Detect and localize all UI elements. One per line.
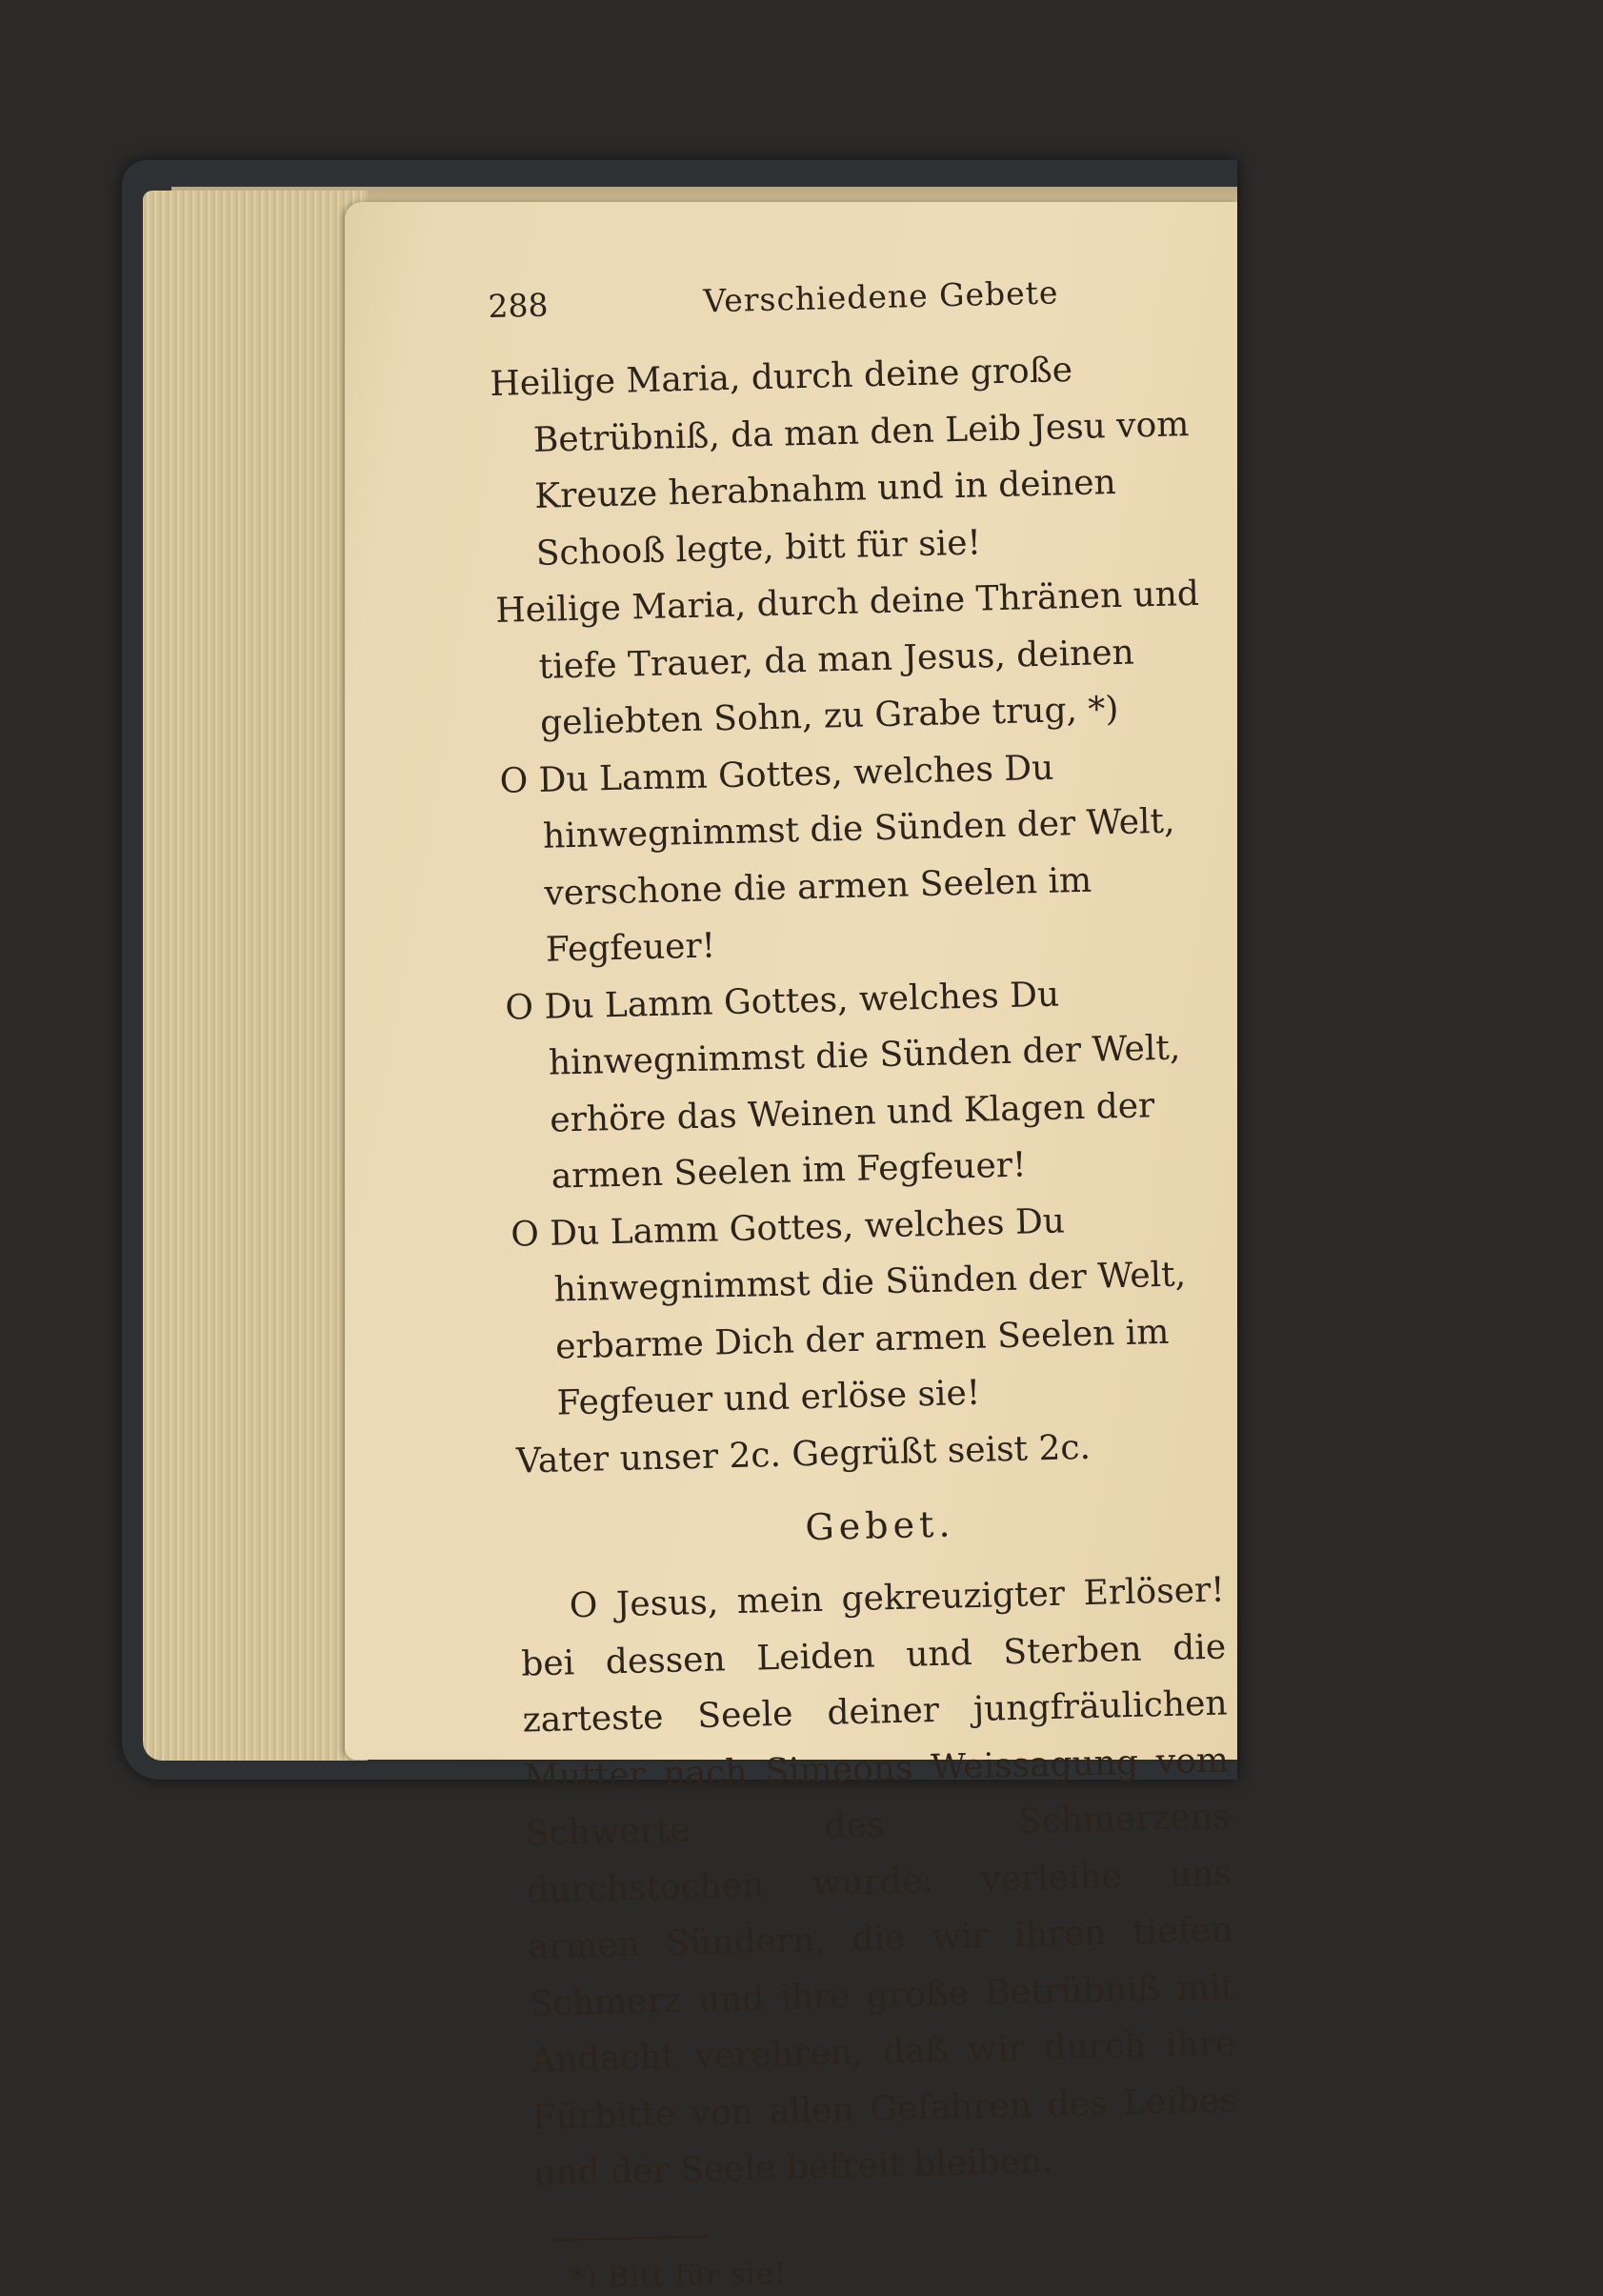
running-head	[488, 262, 1555, 356]
book-page-edges	[143, 191, 368, 1761]
litany-line: O Du Lamm Gottes, welches Du hinwegnimmst die Sünden der Welt, verschone die armen Seelen im Fegfeuer!	[499, 748, 1175, 970]
litany-line: O Du Lamm Gottes, welches Du hinwegnimmst die Sünden der Welt, erbarme Dich der armen Seelen im Fegfeuer und erlöse sie!	[510, 1200, 1187, 1423]
page-number: 288	[488, 286, 549, 325]
litany-line: O Du Lamm Gottes, welches Du hinwegnimmst die Sünden der Welt, erhöre das Weinen und Klagen der armen Seelen im Fegfeuer!	[504, 975, 1181, 1197]
litany-line: Vater unser 2c. Gegrüßt seist 2c.	[515, 1427, 1092, 1481]
footnote: *) Bitt für sie!	[570, 2256, 788, 2295]
prayer-body: O Jesus, mein gekreuzigter Erlöser! bei dessen Leiden und Sterben die zarteste Seele deiner jungfräulichen Mutter nach Simeons Weissagung vom Schwerte des Schmerzens durchstochen wurde: verleihe uns armen Sündern, die wir ihren tiefen Schmerz und ihre große Betrübniß mit Andacht verehren, daß wir durch ihre Fürbitte von allen Gefahren des Leibes und der Seele befreit bleiben.	[520, 1570, 1238, 2194]
prayer-heading: Gebet.	[804, 1502, 955, 1549]
running-title: Verschiedene Gebete	[702, 273, 1059, 320]
footnote-rule	[554, 2234, 707, 2241]
litany-line: Heilige Maria, durch deine große Betrübniß, da man den Leib Jesu vom Kreuze herabnahm und in deinen Schooß legte, bitt für sie!	[489, 351, 1190, 574]
litany	[490, 339, 1222, 1490]
litany-line: Heilige Maria, durch deine Thränen und tiefe Trauer, da man Jesus, deinen geliebten Sohn, zu Grabe trug, *)	[494, 574, 1200, 743]
book-page	[345, 202, 1238, 2295]
page-text	[488, 262, 1603, 2296]
